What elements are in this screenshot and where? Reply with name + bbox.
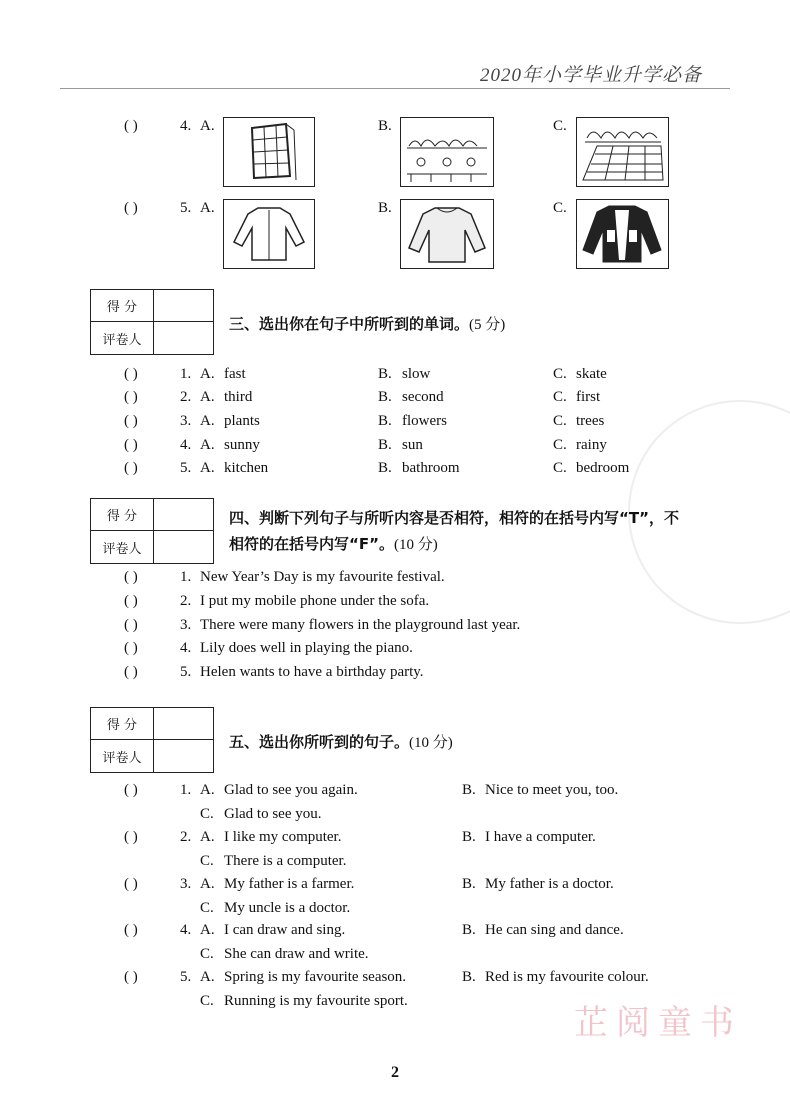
option-b-text: Nice to meet you, too.	[485, 782, 619, 798]
option-b-label: B.	[462, 782, 476, 798]
option-c-label: C.	[553, 413, 567, 429]
option-c-text: There is a computer.	[224, 853, 347, 869]
option-b-label: B.	[378, 366, 392, 382]
score-cell[interactable]	[154, 708, 213, 739]
option-c-text: rainy	[576, 437, 607, 453]
option-b-label: B.	[378, 118, 392, 134]
question-number: 3.	[180, 876, 192, 892]
option-c-text: first	[576, 389, 601, 405]
grader-cell[interactable]	[154, 322, 213, 354]
statement-text: New Year’s Day is my favourite festival.	[200, 569, 445, 585]
header-rule	[60, 88, 730, 89]
option-c-label: C.	[200, 946, 214, 962]
answer-paren[interactable]: ( )	[124, 366, 138, 382]
playground-icon	[577, 118, 668, 186]
publisher-watermark: 芷阅童书	[574, 1003, 742, 1043]
answer-paren[interactable]: ( )	[124, 569, 138, 585]
section-3-title	[229, 313, 505, 334]
score-label: 得 分	[91, 499, 154, 530]
option-c-text: My uncle is a doctor.	[224, 900, 351, 916]
answer-paren[interactable]: ( )	[124, 876, 138, 892]
question-number: 2.	[180, 389, 192, 405]
question-number: 5.	[180, 969, 192, 985]
question-number: 2.	[180, 829, 192, 845]
option-c-label: C.	[200, 993, 214, 1009]
option-a-label: A.	[200, 389, 215, 405]
option-b-label: B.	[378, 413, 392, 429]
option-c-label: C.	[553, 118, 567, 134]
score-box	[90, 289, 214, 355]
option-c-label: C.	[200, 900, 214, 916]
question-number: 2.	[180, 593, 192, 609]
section-title-text: 相符的在括号内写“F”。	[229, 535, 394, 553]
score-cell[interactable]	[154, 290, 213, 321]
option-c-label: C.	[200, 806, 214, 822]
option-b-text: He can sing and dance.	[485, 922, 624, 938]
option-c-label: C.	[553, 200, 567, 216]
question-number: 1.	[180, 366, 192, 382]
shirt-picture	[223, 199, 315, 269]
score-box	[90, 498, 214, 564]
window-picture	[223, 117, 315, 187]
statement-text: Helen wants to have a birthday party.	[200, 664, 424, 680]
option-a-text: Spring is my favourite season.	[224, 969, 407, 985]
option-b-label: B.	[462, 876, 476, 892]
option-b-label: B.	[462, 969, 476, 985]
option-c-text: trees	[576, 413, 605, 429]
question-number: 4.	[180, 640, 192, 656]
option-c-text: skate	[576, 366, 607, 382]
grader-cell[interactable]	[154, 740, 213, 772]
answer-paren[interactable]: ( )	[124, 829, 138, 845]
grader-label: 评卷人	[91, 322, 154, 354]
answer-paren[interactable]: ( )	[124, 664, 138, 680]
window-icon	[224, 118, 314, 186]
option-b-label: B.	[378, 437, 392, 453]
option-c-label: C.	[553, 460, 567, 476]
jacket-icon	[577, 200, 668, 268]
running-header: 2020年小学毕业升学必备	[479, 65, 702, 86]
answer-paren[interactable]: ( )	[124, 389, 138, 405]
option-b-text: second	[402, 389, 444, 405]
grader-label: 评卷人	[91, 740, 154, 772]
question-number: 5.	[180, 664, 192, 680]
option-a-text: sunny	[224, 437, 260, 453]
section-points: (10 分)	[409, 735, 453, 751]
section-title-text: 三、选出你在句子中所听到的单词。	[229, 315, 470, 333]
grader-cell[interactable]	[154, 531, 213, 563]
option-a-text: My father is a farmer.	[224, 876, 355, 892]
option-c-text: She can draw and write.	[224, 946, 369, 962]
section-title-text: 五、选出你所听到的句子。	[229, 733, 410, 751]
question-number: 3.	[180, 617, 192, 633]
option-a-label: A.	[200, 413, 215, 429]
answer-paren[interactable]: ( )	[124, 593, 138, 609]
answer-paren[interactable]: ( )	[124, 437, 138, 453]
section-5-title	[229, 731, 453, 752]
statement-text: I put my mobile phone under the sofa.	[200, 593, 430, 609]
flower-garden-icon	[401, 118, 493, 186]
question-number: 4.	[180, 118, 192, 134]
answer-paren[interactable]: ( )	[124, 640, 138, 656]
option-b-text: bathroom	[402, 460, 460, 476]
option-b-text: sun	[402, 437, 423, 453]
answer-paren[interactable]: ( )	[124, 782, 138, 798]
statement-text: Lily does well in playing the piano.	[200, 640, 413, 656]
question-number: 3.	[180, 413, 192, 429]
option-a-text: I like my computer.	[224, 829, 342, 845]
option-a-text: third	[224, 389, 253, 405]
option-a-label: A.	[200, 876, 215, 892]
sweater-picture	[400, 199, 494, 269]
option-a-label: A.	[200, 829, 215, 845]
option-b-label: B.	[462, 922, 476, 938]
option-b-text: My father is a doctor.	[485, 876, 614, 892]
answer-paren[interactable]: ( )	[124, 969, 138, 985]
option-a-text: kitchen	[224, 460, 269, 476]
score-box	[90, 707, 214, 773]
question-number: 5.	[180, 200, 192, 216]
answer-paren[interactable]: ( )	[124, 460, 138, 476]
score-label: 得 分	[91, 708, 154, 739]
option-a-label: A.	[200, 782, 215, 798]
question-number: 1.	[180, 782, 192, 798]
option-a-label: A.	[200, 969, 215, 985]
option-c-text: Running is my favourite sport.	[224, 993, 408, 1009]
jacket-picture	[576, 199, 669, 269]
answer-paren[interactable]: ( )	[124, 617, 138, 633]
answer-paren[interactable]: ( )	[124, 200, 138, 216]
option-c-text: Glad to see you.	[224, 806, 322, 822]
statement-text: There were many flowers in the playground last year.	[200, 617, 521, 633]
option-c-label: C.	[553, 437, 567, 453]
question-number: 5.	[180, 460, 192, 476]
option-a-label: A.	[200, 437, 215, 453]
option-b-text: Red is my favourite colour.	[485, 969, 649, 985]
sweater-icon	[401, 200, 493, 268]
option-b-text: slow	[402, 366, 431, 382]
option-a-label: A.	[200, 922, 215, 938]
option-a-text: I can draw and sing.	[224, 922, 346, 938]
option-a-text: plants	[224, 413, 260, 429]
option-a-text: fast	[224, 366, 246, 382]
score-cell[interactable]	[154, 499, 213, 530]
section-points: (5 分)	[469, 317, 506, 333]
option-c-label: C.	[553, 389, 567, 405]
option-a-label: A.	[200, 460, 215, 476]
question-number: 4.	[180, 922, 192, 938]
option-c-label: C.	[553, 366, 567, 382]
option-a-text: Glad to see you again.	[224, 782, 358, 798]
answer-paren[interactable]: ( )	[124, 118, 138, 134]
grader-label: 评卷人	[91, 531, 154, 563]
page-number: 2	[391, 1064, 399, 1081]
section-4-title: 四、判断下列句子与所听内容是否相符，相符的在括号内写“T”，不	[229, 509, 679, 527]
section-4-title-line2	[229, 533, 438, 554]
answer-paren[interactable]: ( )	[124, 922, 138, 938]
option-a-label: A.	[200, 200, 215, 216]
option-a-label: A.	[200, 366, 215, 382]
option-c-text: bedroom	[576, 460, 630, 476]
option-b-text: I have a computer.	[485, 829, 596, 845]
score-label: 得 分	[91, 290, 154, 321]
answer-paren[interactable]: ( )	[124, 413, 138, 429]
option-c-label: C.	[200, 853, 214, 869]
option-b-text: flowers	[402, 413, 447, 429]
option-b-label: B.	[378, 200, 392, 216]
question-number: 1.	[180, 569, 192, 585]
garden-picture	[400, 117, 494, 187]
option-b-label: B.	[462, 829, 476, 845]
section-points: (10 分)	[393, 537, 438, 553]
option-b-label: B.	[378, 389, 392, 405]
option-a-label: A.	[200, 118, 215, 134]
option-b-label: B.	[378, 460, 392, 476]
shirt-icon	[224, 200, 314, 268]
question-number: 4.	[180, 437, 192, 453]
playground-picture	[576, 117, 669, 187]
